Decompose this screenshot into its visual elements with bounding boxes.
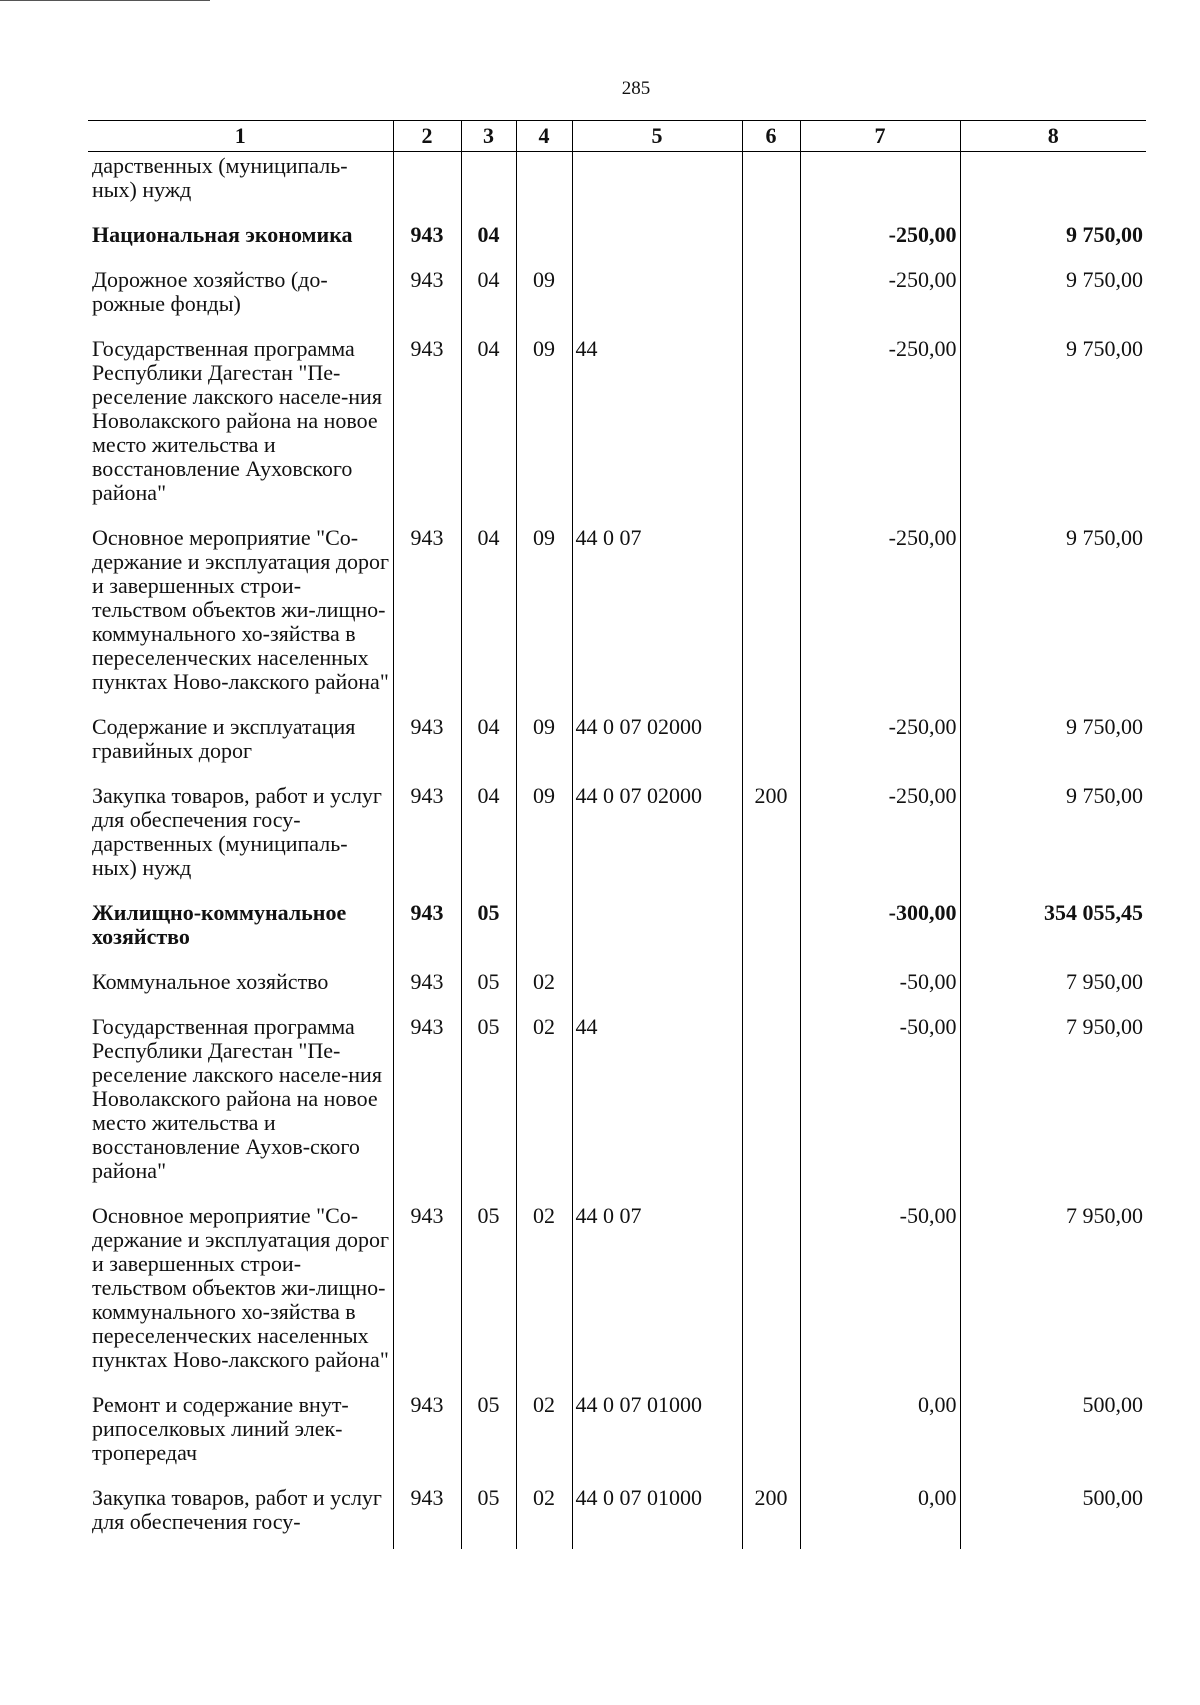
table-row [88,1198,1146,1387]
ministry-code-cell: 943 [393,1480,461,1549]
expense-type-cell: 200 [742,778,800,895]
subsection-code-cell [516,895,572,964]
total-amount-cell: 9 750,00 [960,520,1146,709]
row-name-cell: Ремонт и содержание внут-рипоселковых линий элек-тропередач [88,1387,393,1480]
change-amount-cell: -50,00 [800,964,960,1009]
ministry-code-cell: 943 [393,895,461,964]
header-cell-5: 5 [572,121,742,152]
total-amount-cell: 354 055,45 [960,895,1146,964]
ministry-code-cell: 943 [393,520,461,709]
subsection-code-cell: 02 [516,964,572,1009]
subsection-code-cell: 02 [516,1198,572,1387]
ministry-code-cell: 943 [393,1387,461,1480]
header-cell-8: 8 [960,121,1146,152]
section-code-cell: 04 [461,520,516,709]
header-cell-7: 7 [800,121,960,152]
table-row [88,262,1146,331]
expense-type-cell [742,964,800,1009]
expense-type-cell [742,262,800,331]
ministry-code-cell [393,152,461,218]
target-article-cell: 44 0 07 02000 [572,709,742,778]
row-name-cell: Основное мероприятие "Со-держание и эксплуатация дорог и завершенных строи-тельством объектов жи-лищно-коммунального хо-зяйства в переселенческих населенных пунктах Ново-лакского района" [88,520,393,709]
table-row [88,217,1146,262]
total-amount-cell: 9 750,00 [960,217,1146,262]
expense-type-cell [742,152,800,218]
target-article-cell [572,262,742,331]
table-row [88,520,1146,709]
change-amount-cell: -50,00 [800,1198,960,1387]
target-article-cell [572,964,742,1009]
subsection-code-cell [516,152,572,218]
subsection-code-cell: 09 [516,709,572,778]
expense-type-cell [742,1198,800,1387]
ministry-code-cell: 943 [393,709,461,778]
section-code-cell: 05 [461,1480,516,1549]
section-code-cell: 04 [461,262,516,331]
total-amount-cell: 500,00 [960,1480,1146,1549]
subsection-code-cell: 02 [516,1480,572,1549]
expense-type-cell [742,895,800,964]
section-code-cell: 05 [461,895,516,964]
subsection-code-cell: 02 [516,1387,572,1480]
subsection-code-cell: 09 [516,778,572,895]
table-row [88,152,1146,218]
target-article-cell: 44 [572,331,742,520]
ministry-code-cell: 943 [393,217,461,262]
table-row [88,1387,1146,1480]
ministry-code-cell: 943 [393,964,461,1009]
row-name-cell: Закупка товаров, работ и услуг для обеспечения госу- [88,1480,393,1549]
table-body [88,152,1146,1550]
ministry-code-cell: 943 [393,1198,461,1387]
header-cell-2: 2 [393,121,461,152]
change-amount-cell: 0,00 [800,1387,960,1480]
ministry-code-cell: 943 [393,262,461,331]
table-row [88,331,1146,520]
row-name-cell: Дорожное хозяйство (до-рожные фонды) [88,262,393,331]
target-article-cell: 44 0 07 02000 [572,778,742,895]
target-article-cell: 44 0 07 [572,520,742,709]
change-amount-cell: -250,00 [800,520,960,709]
section-code-cell: 05 [461,1387,516,1480]
scan-edge-line [0,0,210,1]
section-code-cell: 05 [461,964,516,1009]
expense-type-cell: 200 [742,1480,800,1549]
change-amount-cell: -250,00 [800,217,960,262]
section-code-cell [461,152,516,218]
expense-type-cell [742,217,800,262]
ministry-code-cell: 943 [393,778,461,895]
expense-type-cell [742,331,800,520]
table-row [88,709,1146,778]
target-article-cell: 44 [572,1009,742,1198]
table-row [88,1009,1146,1198]
total-amount-cell [960,152,1146,218]
budget-table [88,120,1146,1549]
ministry-code-cell: 943 [393,1009,461,1198]
table-row [88,964,1146,1009]
change-amount-cell: -250,00 [800,709,960,778]
header-cell-6: 6 [742,121,800,152]
target-article-cell [572,895,742,964]
target-article-cell [572,217,742,262]
header-row [88,121,1146,152]
total-amount-cell: 7 950,00 [960,1009,1146,1198]
row-name-cell: Государственная программа Республики Дагестан "Пе-реселение лакского населе-ния Новолакского района на новое место жительства и восстановление Аухов-ского района" [88,1009,393,1198]
row-name-cell: Национальная экономика [88,217,393,262]
expense-type-cell [742,520,800,709]
total-amount-cell: 7 950,00 [960,964,1146,1009]
change-amount-cell: -50,00 [800,1009,960,1198]
ministry-code-cell: 943 [393,331,461,520]
page-number: 285 [621,78,651,99]
target-article-cell: 44 0 07 01000 [572,1387,742,1480]
subsection-code-cell: 02 [516,1009,572,1198]
change-amount-cell: -250,00 [800,778,960,895]
row-name-cell: Закупка товаров, работ и услуг для обеспечения госу-дарственных (муниципаль-ных) нужд [88,778,393,895]
section-code-cell: 04 [461,709,516,778]
row-name-cell: Коммунальное хозяйство [88,964,393,1009]
target-article-cell: 44 0 07 [572,1198,742,1387]
row-name-cell: Содержание и эксплуатация гравийных дорог [88,709,393,778]
change-amount-cell: 0,00 [800,1480,960,1549]
total-amount-cell: 9 750,00 [960,778,1146,895]
total-amount-cell: 500,00 [960,1387,1146,1480]
row-name-cell: Государственная программа Республики Дагестан "Пе-реселение лакского населе-ния Новолакского района на новое место жительства и восстановление Ауховского района" [88,331,393,520]
header-cell-3: 3 [461,121,516,152]
expense-type-cell [742,1009,800,1198]
table-row [88,778,1146,895]
row-name-cell: Основное мероприятие "Со-держание и эксплуатация дорог и завершенных строи-тельством объектов жи-лищно-коммунального хо-зяйства в переселенческих населенных пунктах Ново-лакского района" [88,1198,393,1387]
table-row [88,895,1146,964]
table-row [88,1480,1146,1549]
section-code-cell: 04 [461,217,516,262]
section-code-cell: 05 [461,1009,516,1198]
total-amount-cell: 7 950,00 [960,1198,1146,1387]
subsection-code-cell: 09 [516,262,572,331]
section-code-cell: 05 [461,1198,516,1387]
header-cell-1: 1 [88,121,393,152]
change-amount-cell: -250,00 [800,262,960,331]
row-name-cell: Жилищно-коммунальное хозяйство [88,895,393,964]
subsection-code-cell: 09 [516,331,572,520]
change-amount-cell: -250,00 [800,331,960,520]
total-amount-cell: 9 750,00 [960,262,1146,331]
expense-type-cell [742,709,800,778]
section-code-cell: 04 [461,778,516,895]
change-amount-cell [800,152,960,218]
total-amount-cell: 9 750,00 [960,331,1146,520]
row-name-cell: дарственных (муниципаль-ных) нужд [88,152,393,218]
target-article-cell [572,152,742,218]
section-code-cell: 04 [461,331,516,520]
header-cell-4: 4 [516,121,572,152]
change-amount-cell: -300,00 [800,895,960,964]
target-article-cell: 44 0 07 01000 [572,1480,742,1549]
subsection-code-cell: 09 [516,520,572,709]
expense-type-cell [742,1387,800,1480]
total-amount-cell: 9 750,00 [960,709,1146,778]
subsection-code-cell [516,217,572,262]
